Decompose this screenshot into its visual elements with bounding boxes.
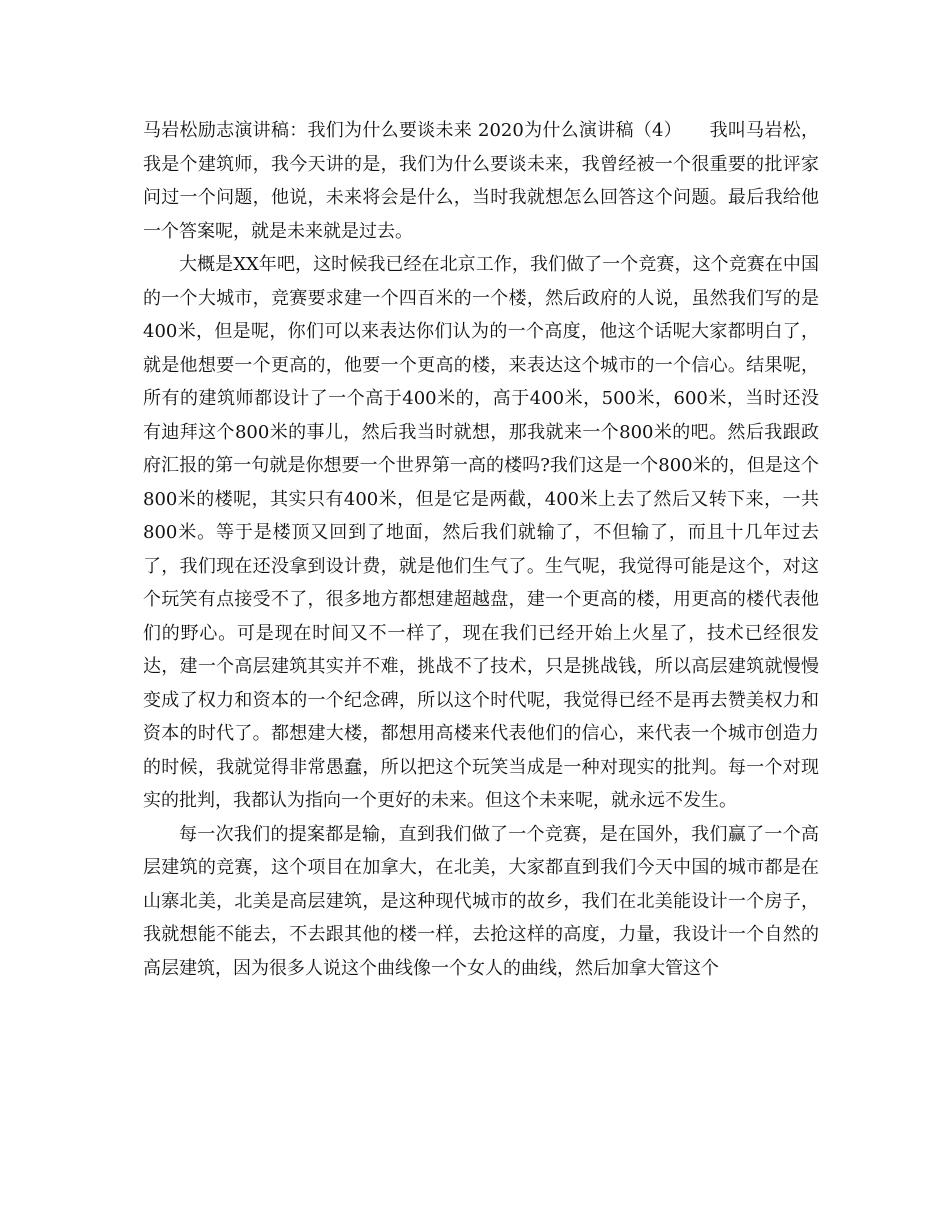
paragraph-2: 大概是XX年吧，这时候我已经在北京工作，我们做了一个竞赛，这个竞赛在中国的一个大城市，竞赛要求建一个四百米的一个楼，然后政府的人说，虽然我们写的是400米，但是呢，你们可以来表达你们认为的一个高度，他这个话呢大家都明白了，就是他想要一个更高的，他要一个更高的楼，来表达这个城市的一个信心。结果呢，所有的建筑师都设计了一个高于400米的，高于400米，500米，600米，当时还没有迪拜这个800米的事儿，然后我当时就想，那我就来一个800米的吧。然后我跟政府汇报的第一句就是你想要一个世界第一高的楼吗?我们这是一个800米的，但是这个800米的楼呢，其实只有400米，但是它是两截，400米上去了然后又转下来，一共800米。等于是楼顶又回到了地面，然后我们就输了，不但输了，而且十几年过去了，我们现在还没拿到设计费，就是他们生气了。生气呢，我觉得可能是这个，对这个玩笑有点接受不了，很多地方都想建超越盘，建一个更高的楼，用更高的楼代表他们的野心。可是现在时间又不一样了，现在我们已经开始上火星了，技术已经很发达，建一个高层建筑其实并不难，挑战不了技术，只是挑战钱，所以高层建筑就慢慢变成了权力和资本的一个纪念碑，所以这个时代呢，我觉得已经不是再去赞美权力和资本的时代了。都想建大楼，都想用高楼来代表他们的信心，来代表一个城市创造力的时候，我就觉得非常愚蠢，所以把这个玩笑当成是一种对现实的批判。每一个对现实的批判，我都认为指向一个更好的未来。但这个未来呢，就永远不发生。 (143, 254, 819, 811)
paragraph-3: 每一次我们的提案都是输，直到我们做了一个竞赛，是在国外，我们赢了一个高层建筑的竞赛，这个项目在加拿大，在北美，大家都直到我们今天中国的城市都是在山寨北美，北美是高层建筑，是这种现代城市的故乡，我们在北美能设计一个房子，我就想能不能去，不去跟其他的楼一样，去抢这样的高度，力量，我设计一个自然的高层建筑，因为很多人说这个曲线像一个女人的曲线，然后加拿大管这个 (143, 823, 819, 979)
document-body (143, 114, 819, 985)
paragraph-1: 马岩松励志演讲稿：我们为什么要谈未来 2020为什么演讲稿（4） 我叫马岩松，我是个建筑师，我今天讲的是，我们为什么要谈未来，我曾经被一个很重要的批评家问过一个问题，他说，未来将会是什么，当时我就想怎么回答这个问题。最后我给他一个答案呢，就是未来就是过去。 (143, 120, 819, 242)
